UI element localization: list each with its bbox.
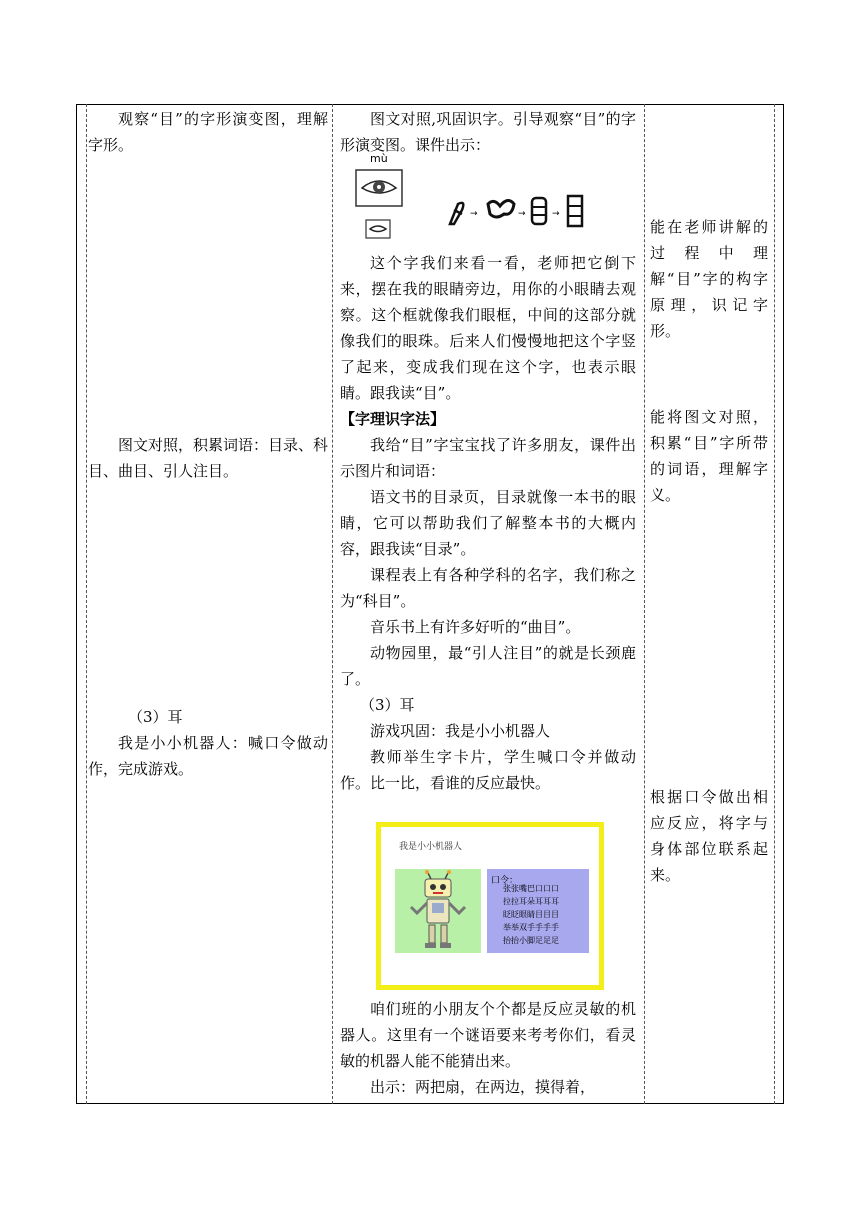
- intent-vocabulary: 能将图文对照，积累“目”字所带的词语，理解字义。: [650, 408, 768, 504]
- column-divider: [644, 104, 645, 1104]
- commands-heading: 口令：: [491, 876, 519, 886]
- teacher-text-music: 音乐书上有许多好听的“曲目”。: [370, 618, 581, 636]
- command-line: 张张嘴巴口口口: [503, 884, 559, 893]
- svg-text:→: →: [552, 209, 560, 219]
- intent-robot-game: 根据口令做出相应反应，将字与身体部位联系起来。: [650, 788, 768, 884]
- robot-commands-panel: [487, 869, 589, 953]
- command-line: 眨眨眼睛目目目: [503, 910, 559, 919]
- teacher-text-intro: 图文对照,巩固识字。引导观察“目”的字形演变图。课件出示：: [340, 110, 636, 154]
- character-evolution-figure: [354, 154, 644, 246]
- teacher-text-subject: 课程表上有各种学科的名字，我们称之为“科目”。: [340, 566, 636, 610]
- teacher-text-riddle-intro: 咱们班的小朋友个个都是反应灵敏的机器人。这里有一个谜语要来考考你们，看灵敏的机器人能不能猜出来。: [340, 1000, 636, 1070]
- method-heading: 【字理识字法】: [340, 410, 446, 428]
- section-heading-ear-2: （3）耳: [360, 696, 415, 714]
- column-divider: [774, 104, 775, 1104]
- intent-structure: 能在老师讲解的过程中理解“目”字的构字原理，识记字形。: [650, 218, 768, 340]
- teacher-text-explain: 这个字我们来看一看，老师把它倒下来，摆在我的眼睛旁边，用你的小眼睛去观察。这个框就像我们眼框，中间的这部分就像我们的眼珠。后来人们慢慢地把这个字竖了起来，变成我们现在这个字，也表示眼睛。跟我读“目”。: [340, 254, 636, 402]
- robot-icon: [395, 869, 481, 953]
- svg-text:→: →: [518, 209, 526, 219]
- teacher-activity-column: [340, 106, 636, 158]
- activity-observe: 观察“目”的字形演变图，理解字形。: [88, 110, 328, 154]
- column-divider: [86, 104, 87, 1104]
- teacher-text-friends: 我给“目”字宝宝找了许多朋友，课件出示图片和词语：: [340, 436, 636, 480]
- teacher-text-cards: 教师举生字卡片，学生喊口令并做动作。比一比，看谁的反应最快。: [340, 748, 636, 792]
- teacher-activity-column-end: [340, 996, 636, 1100]
- activity-vocabulary: 图文对照，积累词语：目录、科目、曲目、引人注目。: [88, 436, 329, 480]
- command-line: 举举双手手手手: [503, 923, 559, 932]
- teacher-text-game: 游戏巩固：我是小小机器人: [370, 722, 551, 740]
- activity-robot-game: 我是小小机器人：喊口令做动作，完成游戏。: [88, 734, 328, 778]
- teacher-text-riddle: 出示：两把扇，在两边，摸得着，: [370, 1078, 596, 1096]
- robot-game-slide: [376, 822, 604, 990]
- robot-slide-title: 我是小小机器人: [399, 842, 463, 852]
- svg-text:→: →: [470, 209, 478, 219]
- teacher-activity-column-cont: [340, 250, 636, 796]
- command-line: 抬抬小脚足足足: [503, 936, 559, 945]
- teacher-text-zoo: 动物园里，最“引人注目”的就是长颈鹿了。: [340, 644, 636, 688]
- teacher-text-catalog: 语文书的目录页，目录就像一本书的眼睛，它可以帮助我们了解整本书的大概内容，跟我读“目录”。: [340, 488, 636, 558]
- robot-illustration: [395, 869, 481, 953]
- pinyin-label: mù: [370, 152, 388, 165]
- command-line: 拉拉耳朵耳耳耳: [503, 897, 559, 906]
- eye-evolution-svg: [354, 154, 644, 246]
- column-divider: [332, 104, 333, 1104]
- section-heading-ear: （3）耳: [128, 708, 183, 726]
